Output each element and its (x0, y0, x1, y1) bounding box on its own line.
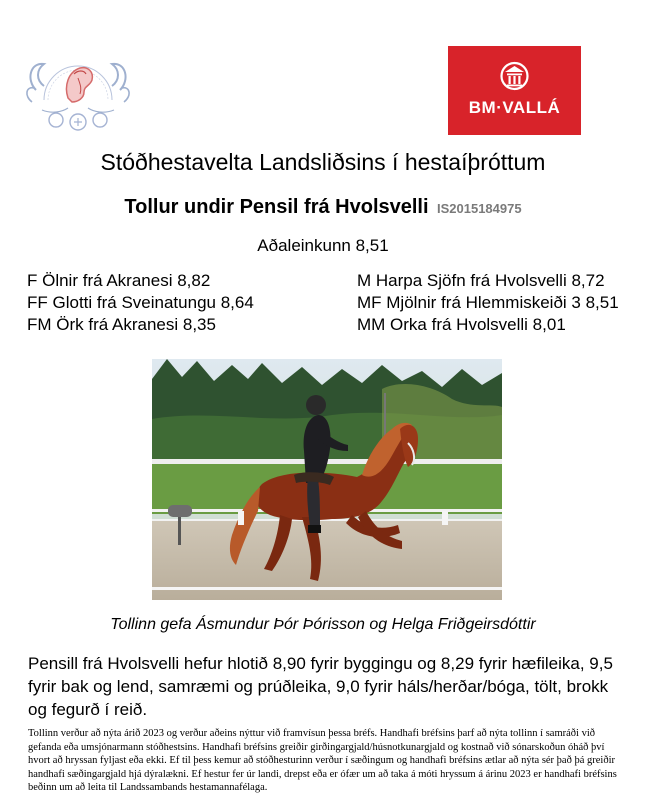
horse-photo (152, 359, 502, 600)
dam-line: M Harpa Sjöfn frá Hvolsvelli 8,72 (357, 271, 605, 290)
sire-dam-line: FM Örk frá Akranesi 8,35 (27, 315, 216, 334)
photo-caption: Tollinn gefa Ásmundur Þór Þórisson og Helga Friðgeirsdóttir (110, 616, 536, 633)
bm-valla-logo (448, 46, 581, 135)
main-score: Aðaleinkunn 8,51 (257, 236, 389, 255)
stallion-name: Tollur undir Pensil frá Hvolsvelli (124, 196, 429, 218)
bm-valla-logo-icon (448, 46, 581, 96)
dam-sire-line: MF Mjölnir frá Hlemmiskeiði 3 8,51 (357, 293, 619, 312)
sire-line: F Ölnir frá Akranesi 8,82 (27, 271, 211, 290)
dam-pedigree (357, 270, 619, 336)
bm-valla-brand-text: BM·VALLÁ (468, 98, 561, 117)
stallion-heading (0, 196, 646, 219)
dam-dam-line: MM Orka frá Hvolsvelli 8,01 (357, 315, 566, 334)
sire-pedigree (27, 270, 254, 336)
sire-sire-line: FF Glotti frá Sveinatungu 8,64 (27, 293, 254, 312)
landssamband-hestamannafelaga-seal-icon (22, 50, 134, 138)
landssamband-logo (22, 50, 134, 138)
terms-paragraph: Tollinn verður að nýta árið 2023 og verður aðeins nýttur við framvísun þessa bréfs. Handhafi bréfsins þarf að nýta tollinn í samráði við gefanda eða umsjónarmann stóðhestsins. Handhafi bréfsins greiðir girðingargjald/húsnotkunargjald og kostnað við sónarskoðun óháð því hvort að hryssan fyljast eða ekki. Ef til þess kemur að stóðhesturinn verður í sæðingum og handhafi bréfsins ætlar að nýta sér það þá greiðir handhafi sæðingargjald hjá dýralækni. Ef hestur fer úr landi, drepst eða er ófær um að taka á móti hryssum á árinu 2023 er handhafi bréfsins beðinn um að leita til Landssambands hestamannafélaga. (28, 728, 617, 793)
horse-and-rider-photo (152, 359, 502, 600)
page-title: Stóðhestavelta Landsliðsins í hestaíþróttum (100, 149, 546, 175)
registration-number: IS2015184975 (437, 201, 522, 216)
description-paragraph: Pensill frá Hvolsvelli hefur hlotið 8,90 fyrir byggingu og 8,29 fyrir hæfileika, 9,5 fyrir bak og lend, samræmi og prúðleika, 9,0 fyrir háls/herðar/bóga, tölt, brokk og fegurð í reið. (28, 654, 613, 719)
